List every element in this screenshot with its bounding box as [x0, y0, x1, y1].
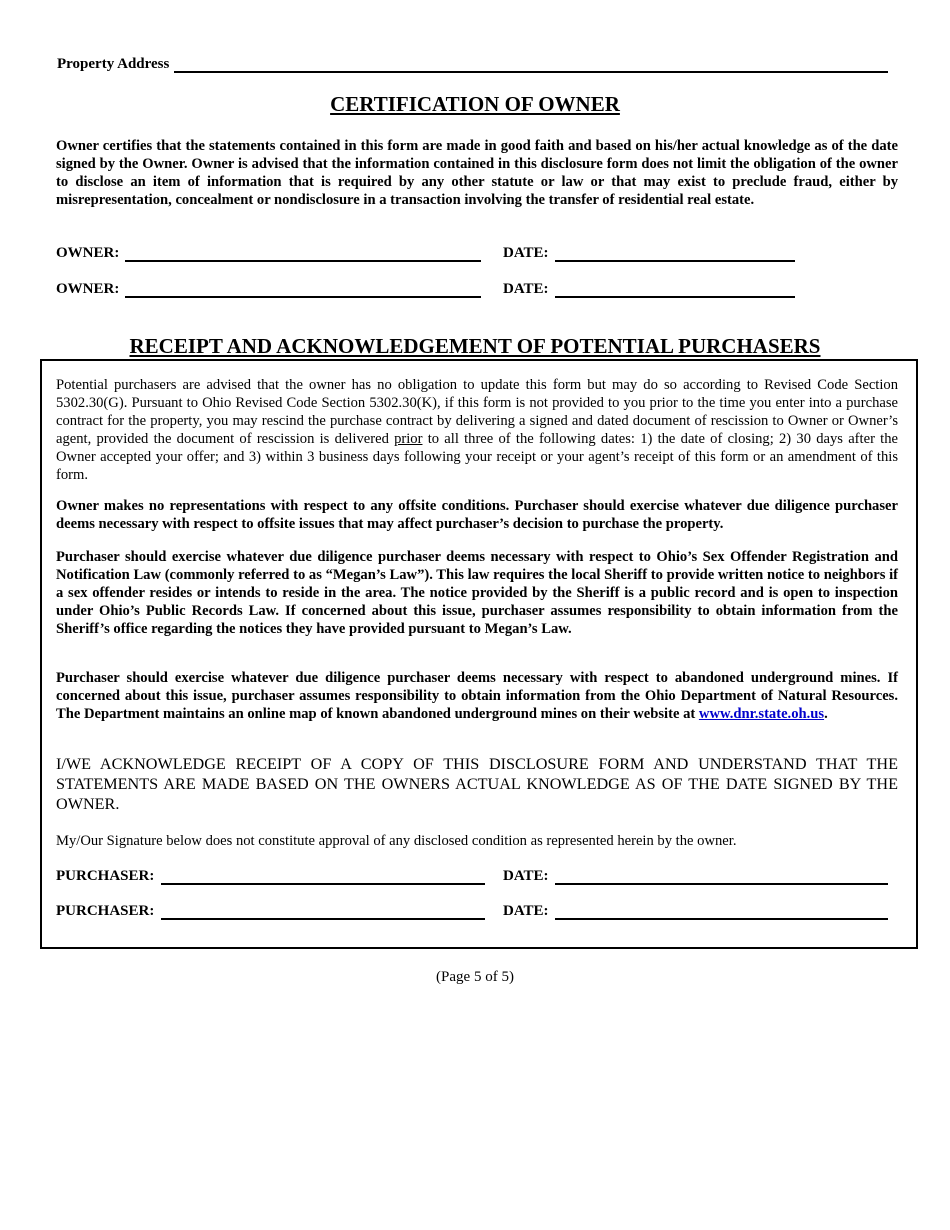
purchaser-signature-field-2[interactable]	[161, 918, 485, 920]
owner-date-field-2[interactable]	[555, 296, 795, 298]
mines-text-end: .	[824, 706, 828, 722]
receipt-paragraph-rescission	[56, 376, 898, 484]
receipt-paragraph-mines	[56, 669, 898, 723]
property-address-label: Property Address	[57, 56, 170, 72]
purchaser-label-1: PURCHASER:	[56, 868, 155, 884]
receipt-paragraph-megans-law: Purchaser should exercise whatever due diligence purchaser deems necessary with respect to Ohio’s Sex Offender Registration and Notification Law (commonly referred to as “Megan’s Law”). This law requires the local Sheriff to provide written notice to neighbors if a sex offender resides or intends to reside in the area. The notice provided by the Sheriff is a public record and is open to inspection under Ohio’s Public Records Law. If concerned about this issue, purchaser assumes responsibility to obtain information from the Sheriff’s office regarding the notices they have provided pursuant to Megan’s Law.	[56, 549, 898, 637]
receipt-title: RECEIPT AND ACKNOWLEDGEMENT OF POTENTIAL PURCHASERS	[129, 334, 821, 358]
property-address-field[interactable]	[174, 71, 888, 73]
purchaser-label-2: PURCHASER:	[56, 903, 155, 919]
mines-text: Purchaser should exercise whatever due diligence purchaser deems necessary with respect to abandoned underground mines. If concerned about this issue, purchaser assumes responsibility to obtain information from the Ohio Department of Natural Resources. The Department maintains an online map of known abandoned underground mines on their website at	[56, 670, 898, 722]
rescission-text-1: Potential purchasers are advised that the owner has no obligation to update this form but may do so according to Revised Code Section 5302.30(G). Pursuant to Ohio Revised Code Section 5302.30(K), if this form is not provided to you prior to the time you enter into a purchase contract for the property, you may rescind the purchase contract by delivering a signed and dated document of rescission to Owner or Owner’s agent, provided the document of rescission is delivered	[56, 377, 898, 447]
owner-date-label-1: DATE:	[503, 245, 549, 261]
purchaser-date-label-2: DATE:	[503, 903, 549, 919]
dnr-website-link[interactable]: www.dnr.state.oh.us	[698, 706, 825, 722]
purchaser-date-field-2[interactable]	[555, 918, 888, 920]
signature-note: My/Our Signature below does not constitute approval of any disclosed condition as represented herein by the owner.	[56, 833, 737, 849]
receipt-acknowledgement: I/WE ACKNOWLEDGE RECEIPT OF A COPY OF THIS DISCLOSURE FORM AND UNDERSTAND THAT THE STATEMENTS ARE MADE BASED ON THE OWNERS ACTUAL KNOWLEDGE AS OF THE DATE SIGNED BY THE OWNER.	[56, 755, 898, 813]
owner-signature-field-1[interactable]	[125, 260, 481, 262]
rescission-prior: prior	[394, 431, 423, 447]
owner-date-label-2: DATE:	[503, 281, 549, 297]
receipt-paragraph-offsite: Owner makes no representations with respect to any offsite conditions. Purchaser should exercise whatever due diligence purchaser deems necessary with respect to offsite issues that may affect purchaser’s decision to purchase the property.	[56, 498, 898, 532]
owner-signature-field-2[interactable]	[125, 296, 481, 298]
purchaser-signature-field-1[interactable]	[161, 883, 485, 885]
purchaser-date-field-1[interactable]	[555, 883, 888, 885]
owner-date-field-1[interactable]	[555, 260, 795, 262]
owner-label-1: OWNER:	[56, 245, 120, 261]
purchaser-date-label-1: DATE:	[503, 868, 549, 884]
rescission-text-2: to all three of the following dates: 1) the date of closing; 2) 30 days after the Owner accepted your offer; and 3) within 3 business days following your receipt or your agent’s receipt of this form or an amendment of this form.	[56, 431, 898, 483]
certification-title: CERTIFICATION OF OWNER	[330, 92, 620, 116]
page-number: (Page 5 of 5)	[436, 969, 514, 985]
certification-statement: Owner certifies that the statements contained in this form are made in good faith and based on his/her actual knowledge as of the date signed by the Owner. Owner is advised that the information contained in this disclosure form does not limit the obligation of the owner to disclose an item of information that is required by any other statute or law or that may exist to preclude fraud, either by misrepresentation, concealment or nondisclosure in a transaction involving the transfer of residential real estate.	[56, 138, 898, 208]
owner-label-2: OWNER:	[56, 281, 120, 297]
